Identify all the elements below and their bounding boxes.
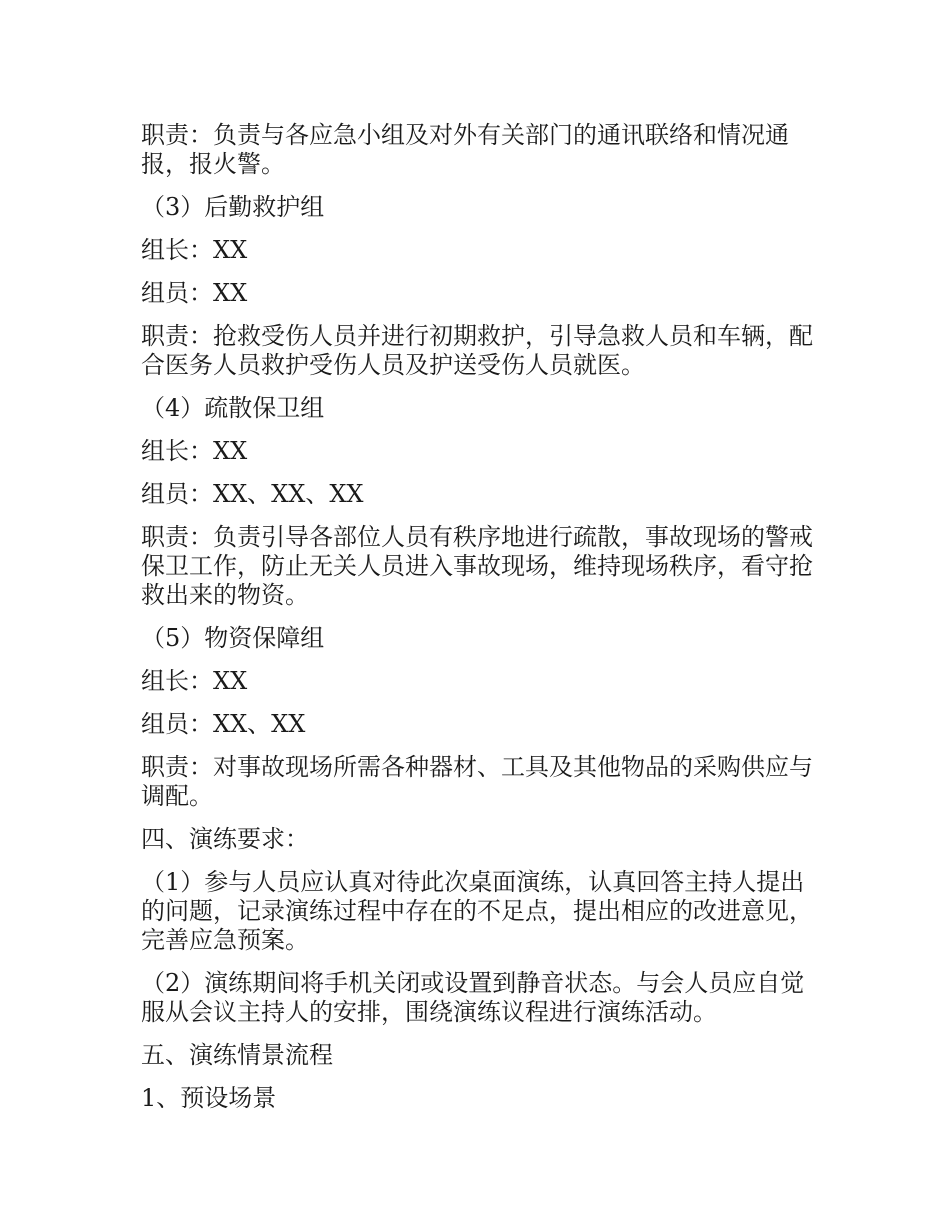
material-group-duty: 职责：对事故现场所需各种器材、工具及其他物品的采购供应与调配。 [141,753,813,810]
paragraph-comm-duty: 职责：负责与各应急小组及对外有关部门的通讯联络和情况通报，报火警。 [141,121,789,178]
logistics-group-duty: 职责：抢救受伤人员并进行初期救护，引导急救人员和车辆，配合医务人员救护受伤人员及护送受伤人员就医。 [141,322,813,379]
requirement-1: （1）参与人员应认真对待此次桌面演练，认真回答主持人提出的问题，记录演练过程中存在的不足点，提出相应的改进意见，完善应急预案。 [141,868,813,954]
material-group-leader: 组长：XX [141,667,248,695]
logistics-group-members: 组员：XX [141,279,248,307]
heading-material-support-group: （5）物资保障组 [141,624,325,652]
evacuation-group-leader: 组长：XX [141,437,248,465]
document-body [141,121,813,1127]
heading-evacuation-security-group: （4）疏散保卫组 [141,394,325,422]
heading-preset-scenario: 1、预设场景 [141,1084,277,1112]
material-group-members: 组员：XX、XX [141,710,306,738]
evacuation-group-duty: 职责：负责引导各部位人员有秩序地进行疏散，事故现场的警戒保卫工作，防止无关人员进入事故现场，维持现场秩序，看守抢救出来的物资。 [141,523,813,609]
evacuation-group-members: 组员：XX、XX、XX [141,480,364,508]
requirement-2: （2）演练期间将手机关闭或设置到静音状态。与会人员应自觉服从会议主持人的安排，围绕演练议程进行演练活动。 [141,969,805,1026]
heading-drill-scenario-process: 五、演练情景流程 [141,1041,333,1069]
logistics-group-leader: 组长：XX [141,236,248,264]
heading-drill-requirements: 四、演练要求： [141,825,309,853]
heading-logistics-rescue-group: （3）后勤救护组 [141,193,325,221]
